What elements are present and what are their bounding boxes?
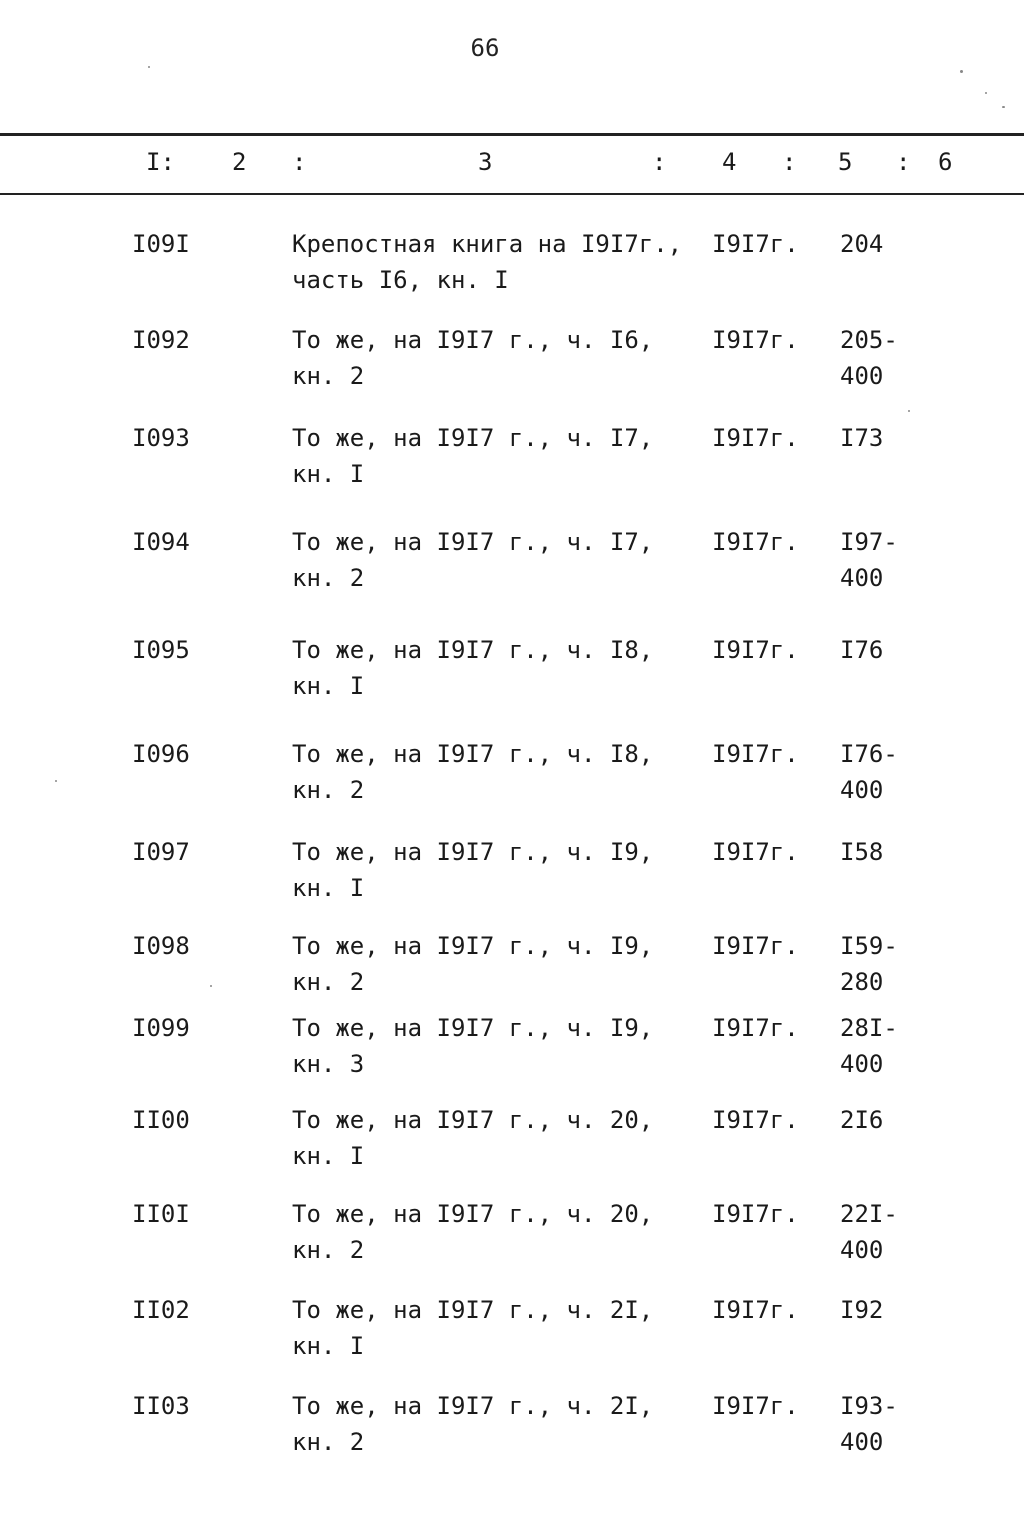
item-sheets: I73 xyxy=(840,424,884,452)
item-year: I9I7г. xyxy=(712,1296,799,1324)
scan-speck xyxy=(1002,106,1005,108)
item-number: II02 xyxy=(132,1296,190,1324)
item-description: То же, на I9I7 г., ч. I7, кн. 2 xyxy=(292,528,654,592)
item-number: I096 xyxy=(132,740,190,768)
item-description: То же, на I9I7 г., ч. I8, кн. I xyxy=(292,636,654,700)
item-year: I9I7г. xyxy=(712,1106,799,1134)
item-sheets: I58 xyxy=(840,838,884,866)
item-description: То же, на I9I7 г., ч. I7, кн. I xyxy=(292,424,654,488)
item-sheets: 2I6 xyxy=(840,1106,884,1134)
item-number: I09I xyxy=(132,230,190,258)
item-sheets: 28I- 400 xyxy=(840,1014,898,1078)
scan-speck xyxy=(55,780,57,782)
item-description: То же, на I9I7 г., ч. 20, кн. I xyxy=(292,1106,654,1170)
column-separator: : xyxy=(292,148,307,176)
item-year: I9I7г. xyxy=(712,1200,799,1228)
table-header xyxy=(0,148,1024,182)
item-description: То же, на I9I7 г., ч. I6, кн. 2 xyxy=(292,326,654,390)
item-number: II03 xyxy=(132,1392,190,1420)
column-header-2: 2 xyxy=(232,148,247,176)
item-year: I9I7г. xyxy=(712,424,799,452)
item-sheets: 205- 400 xyxy=(840,326,898,390)
item-year: I9I7г. xyxy=(712,326,799,354)
item-sheets: I76 xyxy=(840,636,884,664)
item-year: I9I7г. xyxy=(712,230,799,258)
item-description: То же, на I9I7 г., ч. I8, кн. 2 xyxy=(292,740,654,804)
table-top-rule xyxy=(0,133,1024,136)
item-description: То же, на I9I7 г., ч. 20, кн. 2 xyxy=(292,1200,654,1264)
item-description: Крепостная книга на I9I7г., часть I6, кн. I xyxy=(292,230,683,294)
scan-speck xyxy=(985,92,987,94)
item-number: I092 xyxy=(132,326,190,354)
item-description: То же, на I9I7 г., ч. 2I, кн. I xyxy=(292,1296,654,1360)
item-year: I9I7г. xyxy=(712,528,799,556)
column-separator: : xyxy=(782,148,797,176)
item-sheets: I93- 400 xyxy=(840,1392,898,1456)
column-header-6: 6 xyxy=(938,148,953,176)
item-sheets: I97- 400 xyxy=(840,528,898,592)
item-sheets: I59- 280 xyxy=(840,932,898,996)
item-year: I9I7г. xyxy=(712,1392,799,1420)
column-header-1: I: xyxy=(146,148,175,176)
item-number: I093 xyxy=(132,424,190,452)
item-description: То же, на I9I7 г., ч. I9, кн. 2 xyxy=(292,932,654,996)
item-number: I098 xyxy=(132,932,190,960)
item-number: I094 xyxy=(132,528,190,556)
item-sheets: 204 xyxy=(840,230,884,258)
table-header-rule xyxy=(0,193,1024,195)
item-number: I095 xyxy=(132,636,190,664)
item-number: II0I xyxy=(132,1200,190,1228)
item-description: То же, на I9I7 г., ч. I9, кн. I xyxy=(292,838,654,902)
item-number: II00 xyxy=(132,1106,190,1134)
item-year: I9I7г. xyxy=(712,636,799,664)
item-year: I9I7г. xyxy=(712,838,799,866)
item-description: То же, на I9I7 г., ч. I9, кн. 3 xyxy=(292,1014,654,1078)
item-year: I9I7г. xyxy=(712,932,799,960)
column-header-4: 4 xyxy=(722,148,737,176)
scan-speck xyxy=(908,410,910,412)
item-description: То же, на I9I7 г., ч. 2I, кн. 2 xyxy=(292,1392,654,1456)
scan-speck xyxy=(148,66,150,68)
item-year: I9I7г. xyxy=(712,1014,799,1042)
item-year: I9I7г. xyxy=(712,740,799,768)
item-sheets: I76- 400 xyxy=(840,740,898,804)
item-number: I097 xyxy=(132,838,190,866)
scan-speck xyxy=(960,70,963,73)
column-header-5: 5 xyxy=(838,148,853,176)
column-separator: : xyxy=(652,148,667,176)
column-header-3: 3 xyxy=(478,148,493,176)
page-number: 66 xyxy=(470,34,500,62)
item-sheets: I92 xyxy=(840,1296,884,1324)
item-number: I099 xyxy=(132,1014,190,1042)
item-sheets: 22I- 400 xyxy=(840,1200,898,1264)
scan-speck xyxy=(210,985,212,987)
column-separator: : xyxy=(896,148,911,176)
